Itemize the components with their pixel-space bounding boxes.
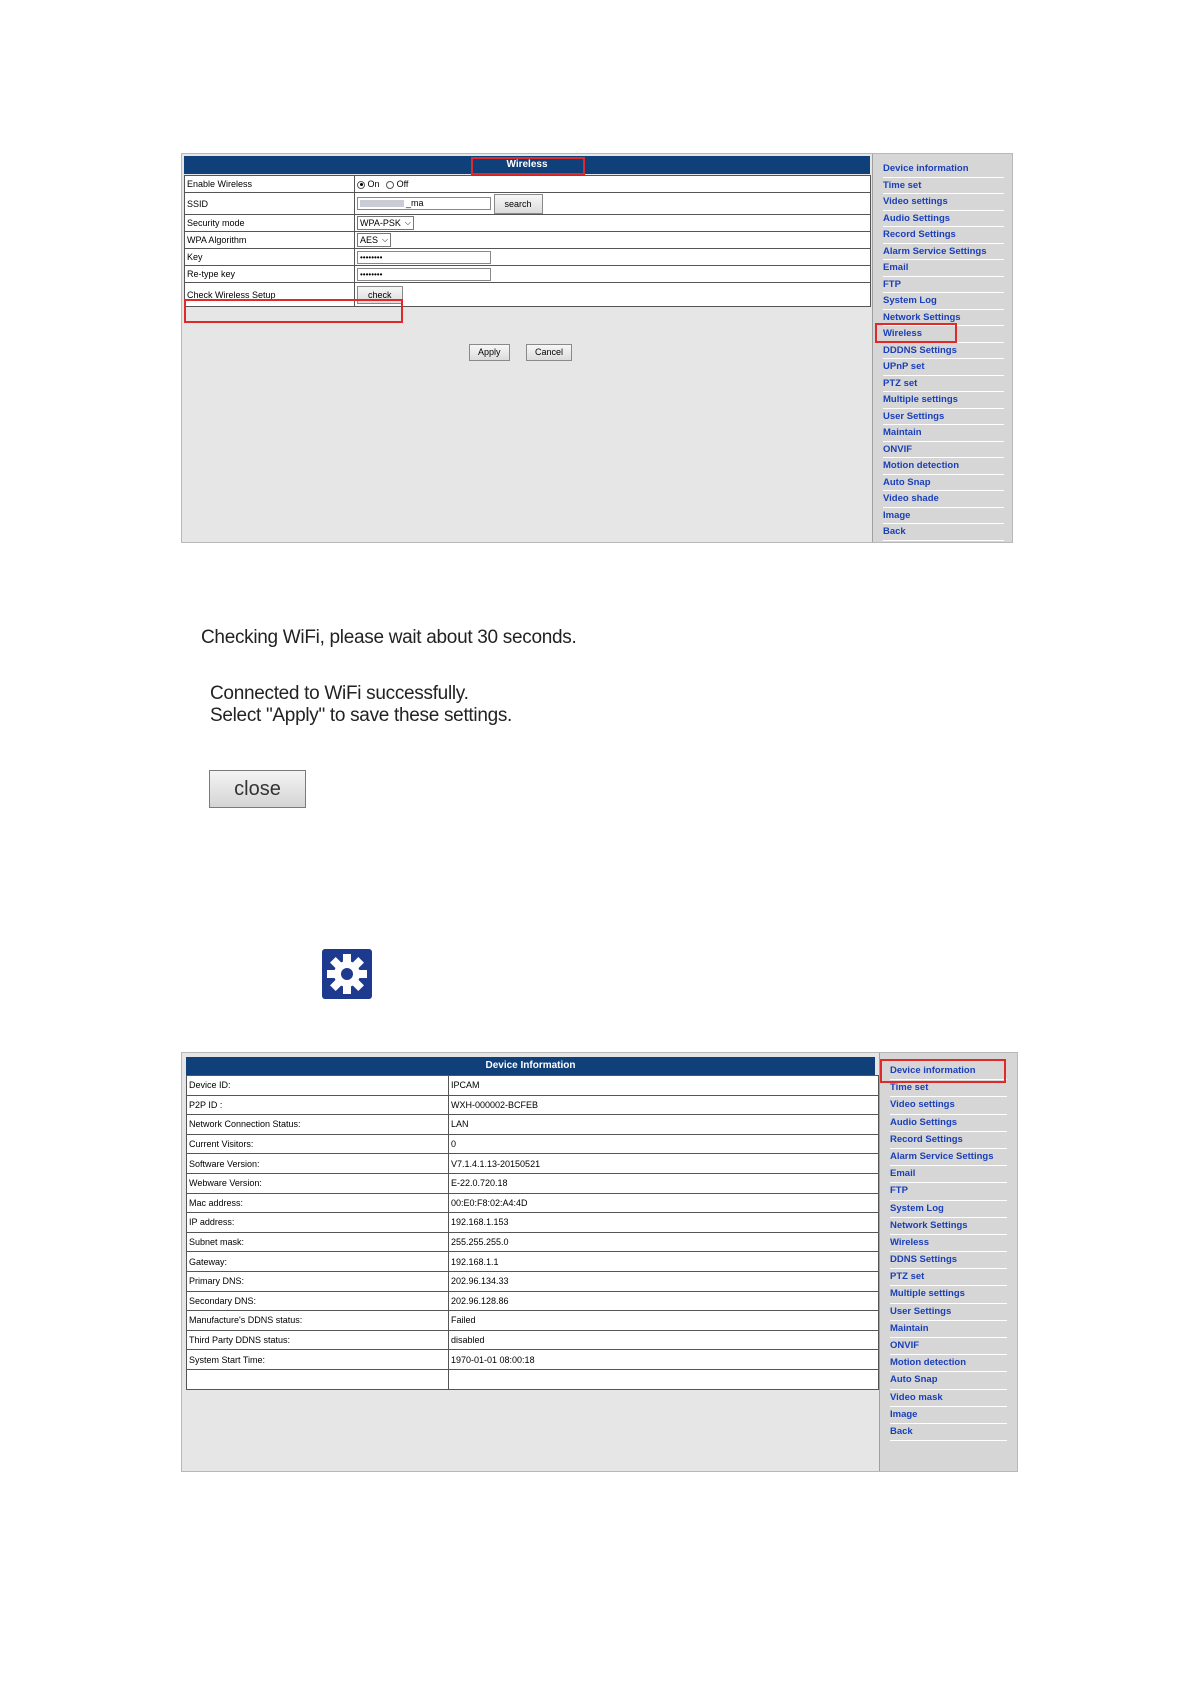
sidebar-item-ftp[interactable]: FTP <box>883 277 1004 294</box>
row-label: Primary DNS: <box>187 1271 449 1291</box>
row-value: WXH-000002-BCFEB <box>449 1095 879 1115</box>
row-label: Network Connection Status: <box>187 1115 449 1135</box>
row-label: IP address: <box>187 1213 449 1233</box>
table-row <box>187 1193 879 1213</box>
row-label: Third Party DDNS status: <box>187 1330 449 1350</box>
sidebar-item-auto-snap[interactable]: Auto Snap <box>890 1372 1007 1389</box>
sidebar-item-wireless[interactable]: Wireless <box>890 1235 1007 1252</box>
sidebar-item-audio-settings[interactable]: Audio Settings <box>890 1115 1007 1132</box>
sidebar-item-ddns-settings[interactable]: DDNS Settings <box>890 1252 1007 1269</box>
row-label: Gateway: <box>187 1252 449 1272</box>
sidebar-item-ptz-set[interactable]: PTZ set <box>883 376 1004 393</box>
wireless-form <box>184 175 871 307</box>
row-label: Subnet mask: <box>187 1232 449 1252</box>
enable-on-label: On <box>367 179 380 189</box>
check-button[interactable]: check <box>357 286 403 304</box>
sidebar-item-record-settings[interactable]: Record Settings <box>883 227 1004 244</box>
row-label: Device ID: <box>187 1076 449 1096</box>
table-row <box>187 1232 879 1252</box>
wpa-algorithm-label: WPA Algorithm <box>185 232 355 249</box>
sidebar-item-back[interactable]: Back <box>883 524 1004 541</box>
sidebar-item-onvif[interactable]: ONVIF <box>890 1338 1007 1355</box>
table-row <box>187 1154 879 1174</box>
row-value: LAN <box>449 1115 879 1135</box>
security-mode-select[interactable] <box>357 216 414 230</box>
sidebar-item-time-set[interactable]: Time set <box>883 178 1004 195</box>
retype-key-input[interactable]: •••••••• <box>357 268 491 281</box>
table-row <box>187 1271 879 1291</box>
sidebar-item-audio-settings[interactable]: Audio Settings <box>883 211 1004 228</box>
sidebar-nav <box>890 1063 1007 1441</box>
sidebar-item-network-settings[interactable]: Network Settings <box>883 310 1004 327</box>
table-row <box>187 1311 879 1331</box>
row-value: 0 <box>449 1134 879 1154</box>
device-info-sidebar <box>879 1053 1017 1471</box>
sidebar-item-back[interactable]: Back <box>890 1424 1007 1441</box>
row-label: Manufacture's DDNS status: <box>187 1311 449 1331</box>
table-row <box>187 1076 879 1096</box>
sidebar-item-ftp[interactable]: FTP <box>890 1183 1007 1200</box>
sidebar-item-alarm-service-settings[interactable]: Alarm Service Settings <box>883 244 1004 261</box>
enable-wireless-label: Enable Wireless <box>185 176 355 193</box>
enable-on-radio[interactable] <box>357 181 365 189</box>
table-row <box>187 1330 879 1350</box>
key-label: Key <box>185 249 355 266</box>
chevron-down-icon: ⌵ <box>382 235 389 244</box>
enable-off-radio[interactable] <box>386 181 394 189</box>
device-info-main <box>182 1053 879 1471</box>
sidebar-item-video-mask[interactable]: Video mask <box>890 1390 1007 1407</box>
row-value: IPCAM <box>449 1076 879 1096</box>
form-actions <box>469 344 572 362</box>
sidebar-item-dddns-settings[interactable]: DDDNS Settings <box>883 343 1004 360</box>
sidebar-item-time-set[interactable]: Time set <box>890 1080 1007 1097</box>
sidebar-item-system-log[interactable]: System Log <box>890 1201 1007 1218</box>
row-value: E-22.0.720.18 <box>449 1173 879 1193</box>
search-button[interactable]: search <box>494 194 543 214</box>
table-row <box>187 1369 879 1389</box>
sidebar-item-multiple-settings[interactable]: Multiple settings <box>890 1286 1007 1303</box>
wireless-main <box>182 154 872 542</box>
checking-message: Checking WiFi, please wait about 30 seconds. <box>201 627 577 648</box>
wpa-algorithm-select[interactable] <box>357 233 391 247</box>
row-value: 192.168.1.153 <box>449 1213 879 1233</box>
sidebar-item-multiple-settings[interactable]: Multiple settings <box>883 392 1004 409</box>
row-label: Current Visitors: <box>187 1134 449 1154</box>
row-value: 00:E0:F8:02:A4:4D <box>449 1193 879 1213</box>
sidebar-item-user-settings[interactable]: User Settings <box>890 1304 1007 1321</box>
table-row <box>187 1213 879 1233</box>
sidebar-item-alarm-service-settings[interactable]: Alarm Service Settings <box>890 1149 1007 1166</box>
security-mode-label: Security mode <box>185 215 355 232</box>
row-label: Mac address: <box>187 1193 449 1213</box>
sidebar-item-device-information[interactable]: Device information <box>890 1063 1007 1080</box>
row-label: P2P ID : <box>187 1095 449 1115</box>
device-info-table <box>186 1075 879 1390</box>
table-row <box>187 1173 879 1193</box>
table-row <box>187 1095 879 1115</box>
sidebar-item-video-settings[interactable]: Video settings <box>890 1097 1007 1114</box>
ssid-blur <box>360 200 404 207</box>
sidebar-item-device-information[interactable]: Device information <box>883 161 1004 178</box>
security-mode-value: WPA-PSK <box>360 218 401 228</box>
enable-off-label: Off <box>396 179 409 189</box>
row-value: V7.1.4.1.13-20150521 <box>449 1154 879 1174</box>
row-value: Failed <box>449 1311 879 1331</box>
sidebar-item-image[interactable]: Image <box>890 1407 1007 1424</box>
table-row <box>187 1134 879 1154</box>
table-row <box>187 1350 879 1370</box>
sidebar-item-user-settings[interactable]: User Settings <box>883 409 1004 426</box>
table-row <box>187 1291 879 1311</box>
close-button[interactable]: close <box>209 770 306 808</box>
row-value: 255.255.255.0 <box>449 1232 879 1252</box>
table-row <box>187 1252 879 1272</box>
sidebar-item-maintain[interactable]: Maintain <box>883 425 1004 442</box>
chevron-down-icon: ⌵ <box>404 218 411 227</box>
check-wireless-label: Check Wireless Setup <box>185 283 355 307</box>
sidebar-item-system-log[interactable]: System Log <box>883 293 1004 310</box>
row-label: System Start Time: <box>187 1350 449 1370</box>
sidebar-item-onvif[interactable]: ONVIF <box>883 442 1004 459</box>
ssid-value: _ma <box>406 198 424 208</box>
sidebar-item-email[interactable]: Email <box>883 260 1004 277</box>
wireless-title: Wireless <box>184 156 870 174</box>
cancel-button[interactable]: Cancel <box>526 344 572 361</box>
key-input[interactable]: •••••••• <box>357 251 491 264</box>
sidebar-item-motion-detection[interactable]: Motion detection <box>890 1355 1007 1372</box>
success-message-line2: Select "Apply" to save these settings. <box>210 705 513 726</box>
gear-icon[interactable] <box>322 949 372 999</box>
ssid-input[interactable] <box>357 197 491 210</box>
sidebar-item-upnp-set[interactable]: UPnP set <box>883 359 1004 376</box>
sidebar-item-email[interactable]: Email <box>890 1166 1007 1183</box>
sidebar-item-video-shade[interactable]: Video shade <box>883 491 1004 508</box>
sidebar-item-video-settings[interactable]: Video settings <box>883 194 1004 211</box>
row-value: 1970-01-01 08:00:18 <box>449 1350 879 1370</box>
sidebar-item-record-settings[interactable]: Record Settings <box>890 1132 1007 1149</box>
success-message-line1: Connected to WiFi successfully. <box>210 683 469 704</box>
sidebar-item-auto-snap[interactable]: Auto Snap <box>883 475 1004 492</box>
device-info-title: Device Information <box>186 1057 875 1075</box>
wireless-sidebar <box>872 154 1012 542</box>
row-value: 202.96.134.33 <box>449 1271 879 1291</box>
sidebar-item-ptz-set[interactable]: PTZ set <box>890 1269 1007 1286</box>
sidebar-item-motion-detection[interactable]: Motion detection <box>883 458 1004 475</box>
row-label <box>187 1369 449 1389</box>
retype-key-label: Re-type key <box>185 266 355 283</box>
wireless-settings-panel <box>181 153 1013 543</box>
sidebar-item-wireless[interactable]: Wireless <box>883 326 1004 343</box>
row-label: Software Version: <box>187 1154 449 1174</box>
sidebar-item-image[interactable]: Image <box>883 508 1004 525</box>
sidebar-nav <box>883 161 1004 541</box>
wpa-algorithm-value: AES <box>360 235 379 245</box>
row-label: Secondary DNS: <box>187 1291 449 1311</box>
row-value <box>449 1369 879 1389</box>
apply-button[interactable]: Apply <box>469 344 510 361</box>
device-info-panel <box>181 1052 1018 1472</box>
row-value: 192.168.1.1 <box>449 1252 879 1272</box>
sidebar-item-maintain[interactable]: Maintain <box>890 1321 1007 1338</box>
row-value: disabled <box>449 1330 879 1350</box>
row-label: Webware Version: <box>187 1173 449 1193</box>
table-row <box>187 1115 879 1135</box>
ssid-label: SSID <box>185 193 355 215</box>
row-value: 202.96.128.86 <box>449 1291 879 1311</box>
gear-icon-svg <box>322 949 372 999</box>
sidebar-item-network-settings[interactable]: Network Settings <box>890 1218 1007 1235</box>
